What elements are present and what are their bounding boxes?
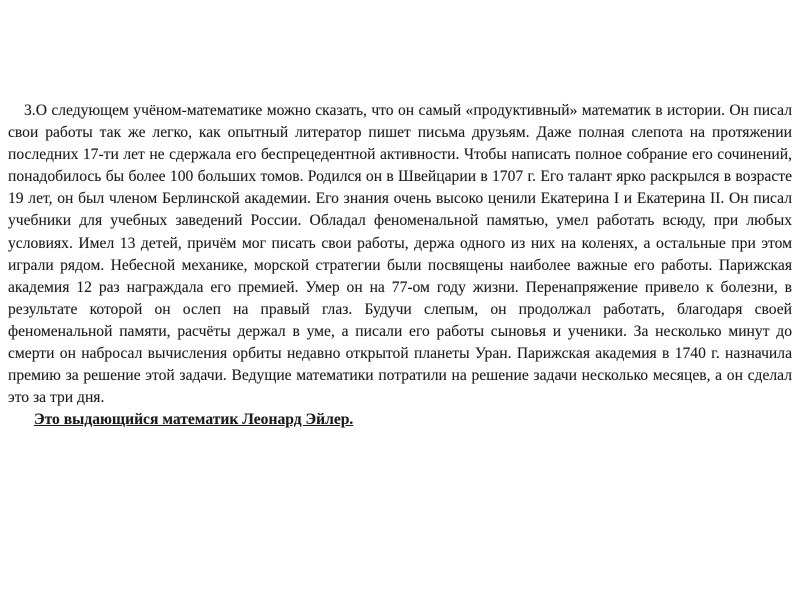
text-block bbox=[8, 100, 792, 431]
answer-line: Это выдающийся математик Леонард Эйлер. bbox=[34, 411, 354, 429]
riddle-paragraph: 3.О следующем учёном-математике можно сказать, что он самый «продуктивный» математик в истории. Он писал свои работы так же легко, как опытный литератор пишет письма друзьям. Даже полная слепота на протяжении последних 17-ти лет не сдержала его беспрецедентной активности. Чтобы написать полное собрание его сочинений, понадобилось бы более 100 больших томов. Родился он в Швейцарии в 1707 г. Его талант ярко раскрылся в возрасте 19 лет, он был членом Берлинской академии. Его знания очень высоко ценили Екатерина I и Екатерина II. Он писал учебники для учебных заведений России. Обладал феноменальной памятью, умел работать всюду, при любых условиях. Имел 13 детей, причём мог писать свои работы, держа одного из них на коленях, а остальные при этом играли рядом. Небесной механике, морской стратегии были посвящены наиболее важные его работы. Парижская академия 12 раз награждала его премией. Умер он на 77-ом году жизни. Перенапряжение привело к болезни, в результате которой он ослеп на правый глаз. Будучи слепым, он продолжал работать, благодаря своей феноменальной памяти, расчёты держал в уме, а писали его работы сыновья и ученики. За несколько минут до смерти он набросал вычисления орбиты недавно открытой планеты Уран. Парижская академия в 1740 г. назначила премию за решение этой задачи. Ведущие математики потратили на решение задачи несколько месяцев, а он сделал это за три дня. bbox=[8, 102, 792, 407]
